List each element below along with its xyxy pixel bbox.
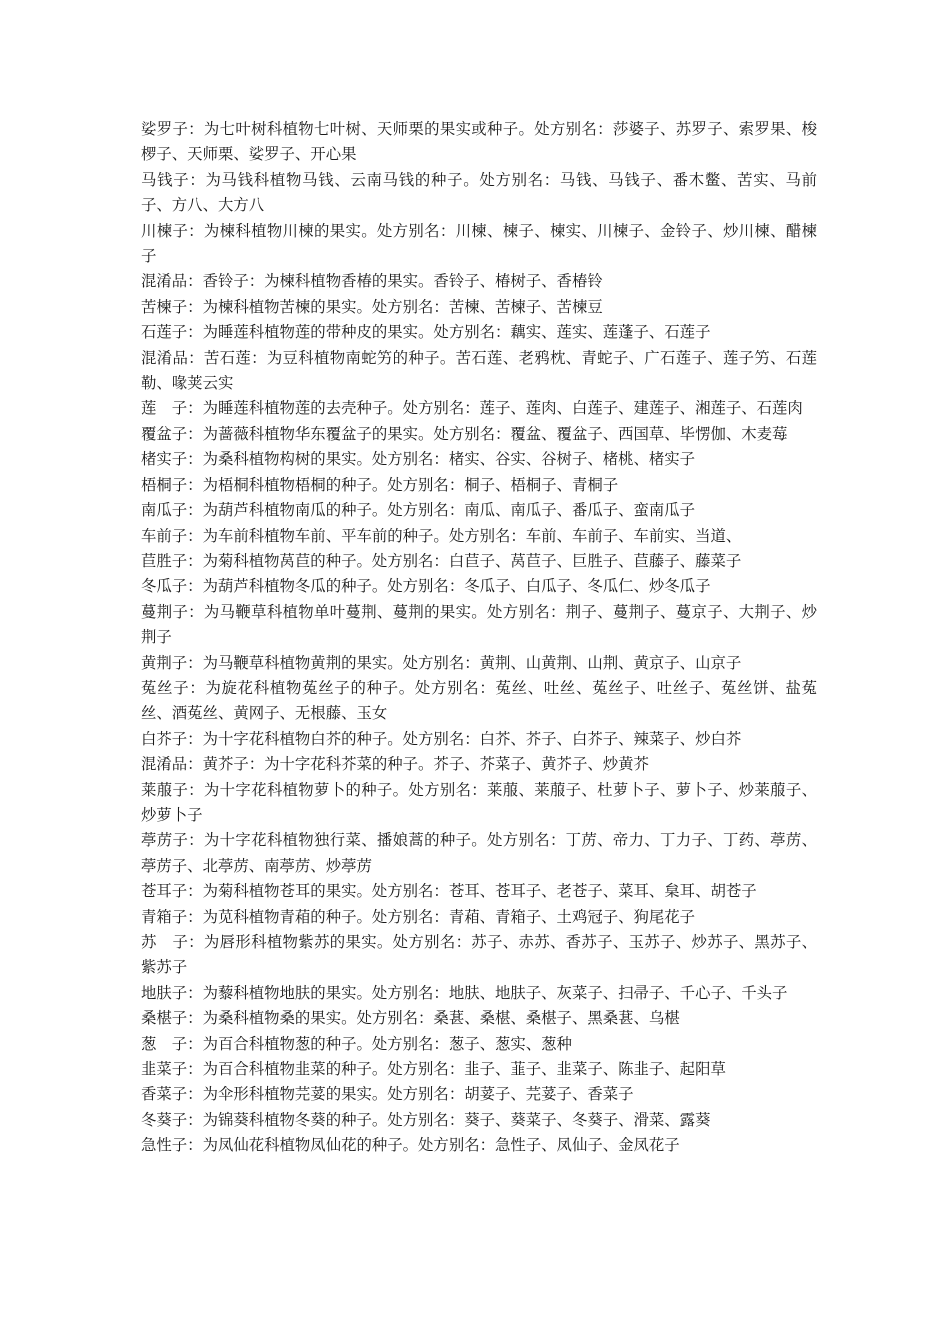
entry-tinglizi: 葶苈子：为十字花科植物独行菜、播娘蒿的种子。处方别名：丁苈、帝力、丁力子、丁药、葶苈、葶苈子、北葶苈、南葶苈、炒葶苈: [141, 831, 817, 875]
entry-confusion-xianglingzi: 混淆品：香铃子：为楝科植物香椿的果实。香铃子、椿树子、香椿铃: [141, 272, 603, 291]
entry-xiangcaizi: 香菜子：为伞形科植物芫荽的果实。处方别名：胡荽子、芫荽子、香菜子: [141, 1085, 634, 1104]
entry-manjingzi: 蔓荆子：为马鞭草科植物单叶蔓荆、蔓荆的果实。处方别名：荆子、蔓荆子、蔓京子、大荆子、炒荆子: [141, 602, 817, 647]
entry-cheqianzi: 车前子：为车前科植物车前、平车前的种子。处方别名：车前、车前子、车前实、当道、: [141, 526, 742, 545]
entry-qingxiangzi: 青箱子：为苋科植物青葙的种子。处方别名：青葙、青箱子、土鸡冠子、狗尾花子: [141, 907, 696, 926]
entry-chuanlianzi: 川楝子：为楝科植物川楝的果实。处方别名：川楝、楝子、楝实、川楝子、金铃子、炒川楝、醋楝子: [141, 221, 817, 266]
entry-kulianzi: 苦楝子：为楝科植物苦楝的果实。处方别名：苦楝、苦楝子、苦楝豆: [141, 297, 603, 316]
entry-jixingzi: 急性子：为凤仙花科植物凤仙花的种子。处方别名：急性子、凤仙子、金凤花子: [141, 1136, 680, 1155]
entry-sangshenzi: 桑椹子：为桑科植物桑的果实。处方别名：桑葚、桑椹、桑椹子、黑桑葚、乌椹: [141, 1009, 680, 1028]
entry-baijiezi: 白芥子：为十字花科植物白芥的种子。处方别名：白芥、芥子、白芥子、辣菜子、炒白芥: [141, 729, 742, 748]
document-body: [141, 117, 817, 1159]
entry-shilianzi: 石莲子：为睡莲科植物莲的带种皮的果实。处方别名：藕实、莲实、莲蓬子、石莲子: [141, 323, 711, 342]
entry-lianzi: 莲 子：为睡莲科植物莲的去壳种子。处方别名：莲子、莲肉、白莲子、建莲子、湘莲子、石莲肉: [141, 399, 803, 418]
entry-fupenzi: 覆盆子：为蔷薇科植物华东覆盆子的果实。处方别名：覆盆、覆盆子、西国草、毕愣伽、木麦莓: [141, 424, 788, 443]
entry-confusion-kushilian: 混淆品：苦石莲：为豆科植物南蛇竻的种子。苦石莲、老鸦枕、青蛇子、广石莲子、莲子竻、石莲勒、喙荚云实: [141, 348, 817, 393]
entry-wutongzi: 梧桐子：为梧桐科植物梧桐的种子。处方别名：桐子、梧桐子、青桐子: [141, 475, 619, 494]
entry-jiucaizi: 韭菜子：为百合科植物韭菜的种子。处方别名：韭子、韮子、韭菜子、陈韭子、起阳草: [141, 1060, 726, 1079]
entry-difuzi: 地肤子：为藜科植物地肤的果实。处方别名：地肤、地肤子、灰菜子、扫帚子、千心子、千头子: [141, 983, 788, 1002]
entry-chushizi: 楮实子：为桑科植物构树的果实。处方别名：楮实、谷实、谷树子、楮桃、楮实子: [141, 450, 696, 469]
entry-dongkuizi: 冬葵子：为锦葵科植物冬葵的种子。处方别名：葵子、葵菜子、冬葵子、滑菜、露葵: [141, 1110, 711, 1129]
entry-laifuzi: 莱菔子：为十字花科植物萝卜的种子。处方别名：莱菔、莱菔子、杜萝卜子、萝卜子、炒莱菔子、炒萝卜子: [141, 780, 817, 824]
entry-suzi: 苏 子：为唇形科植物紫苏的果实。处方别名：苏子、赤苏、香苏子、玉苏子、炒苏子、黑苏子、紫苏子: [141, 933, 817, 977]
entry-cangerzi: 苍耳子：为菊科植物苍耳的果实。处方别名：苍耳、苍耳子、老苍子、菜耳、枲耳、胡苍子: [141, 882, 757, 901]
entry-huangjingzi: 黄荆子：为马鞭草科植物黄荆的果实。处方别名：黄荆、山黄荆、山荆、黄京子、山京子: [141, 653, 742, 672]
entry-suoluozi: 娑罗子：为七叶树科植物七叶树、天师栗的果实或种子。处方别名：莎婆子、苏罗子、索罗果、梭椤子、天师栗、娑罗子、开心果: [141, 120, 817, 164]
entry-jushengzi: 苣胜子：为菊科植物莴苣的种子。处方别名：白苣子、莴苣子、巨胜子、苣藤子、藤菜子: [141, 551, 742, 570]
entry-maqianzi: 马钱子：为马钱科植物马钱、云南马钱的种子。处方别名：马钱、马钱子、番木鳖、苦实、马前子、方八、大方八: [141, 170, 817, 215]
entry-dongguazi: 冬瓜子：为葫芦科植物冬瓜的种子。处方别名：冬瓜子、白瓜子、冬瓜仁、炒冬瓜子: [141, 577, 711, 596]
entry-tusizi: 菟丝子：为旋花科植物菟丝子的种子。处方别名：菟丝、吐丝、菟丝子、吐丝子、菟丝饼、盐菟丝、酒菟丝、黄网子、无根藤、玉女: [141, 678, 817, 723]
entry-nanguazi: 南瓜子：为葫芦科植物南瓜的种子。处方别名：南瓜、南瓜子、番瓜子、蛮南瓜子: [141, 501, 696, 520]
entry-congzi: 葱 子：为百合科植物葱的种子。处方别名：葱子、葱实、葱种: [141, 1034, 572, 1053]
entry-confusion-huangjiezi: 混淆品：黄芥子：为十字花科芥菜的种子。芥子、芥菜子、黄芥子、炒黄芥: [141, 755, 649, 774]
